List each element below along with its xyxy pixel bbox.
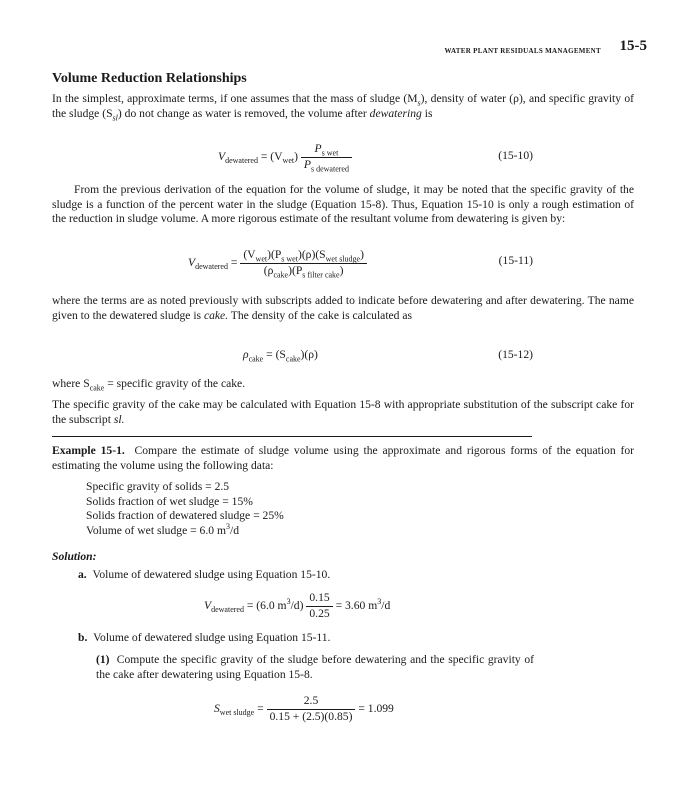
calca-mid-end: /d)	[290, 598, 304, 612]
intro-text-1: In the simplest, approximate terms, if one assumes that the mass of sludge (M	[52, 92, 418, 105]
eq1511-lhs-sub: dewatered	[195, 262, 228, 272]
example-data-item: Specific gravity of solids = 2.5	[86, 480, 230, 493]
where-text-b: = specific gravity of the cake.	[104, 377, 246, 390]
calc-a	[204, 591, 390, 621]
equation-number-15-10: (15-10)	[498, 149, 533, 162]
eq1511-fraction	[240, 248, 367, 278]
where-text-a: where S	[52, 377, 90, 390]
calcb-num: 2.5	[267, 694, 356, 710]
where-sub: cake	[89, 383, 105, 393]
eq1512-rhs-sub: cake	[285, 354, 301, 364]
calcb-equals: =	[254, 701, 267, 715]
solution-label: Solution:	[52, 550, 97, 563]
calcb-lhs: S	[214, 701, 220, 715]
eq1511-den-sub2: s filter cake	[302, 269, 340, 279]
example-data-item	[86, 521, 284, 539]
eq1510-den-sub: s dewatered	[310, 163, 349, 173]
calca-num: 0.15	[306, 591, 332, 607]
para3-italic-cake: cake.	[203, 308, 229, 322]
example-divider	[52, 436, 532, 437]
eq1511-num-sub2: s wet	[281, 254, 298, 264]
eq1511-den-mid: )(P	[288, 263, 303, 277]
eq1510-num: P	[314, 142, 322, 155]
para3-text-b: The density of the cake is calculated as	[228, 308, 413, 322]
eq1511-num-sub3: wet sludge	[325, 254, 361, 264]
intro-text-4: is	[421, 106, 433, 120]
calca-den: 0.25	[309, 606, 330, 620]
running-header-title: WATER PLANT RESIDUALS MANAGEMENT	[444, 47, 601, 55]
calca-lhs-sub: dewatered	[211, 605, 244, 615]
section-title: Volume Reduction Relationships	[52, 71, 247, 86]
eq1510-mid-sub: wet	[282, 156, 295, 166]
example-intro	[52, 444, 634, 473]
para4-text-a: The specific gravity of the cake may be calculated with Equation 15-8 with appropriate substitution of the subscript cake for the subscript	[52, 398, 634, 426]
eq1511-num: (V	[243, 248, 256, 261]
calca-mid: = (6.0 m	[243, 598, 287, 612]
paragraph-4	[52, 398, 634, 427]
step-b-text: Volume of dewatered sludge using Equation 15-11.	[93, 631, 331, 644]
eq1511-den: (ρ	[263, 263, 274, 277]
equation-15-12	[243, 348, 318, 363]
example-data-item: Solids fraction of dewatered sludge = 25%	[86, 509, 284, 523]
substep-1-text: Compute the specific gravity of the sludge before dewatering and the specific gravity of the cake after dewatering using Equation 15-8.	[96, 653, 534, 681]
example-data-item: Solids fraction of wet sludge = 15%	[86, 494, 253, 508]
intro-sub-s: s	[417, 98, 421, 108]
volume-text-b: /d	[229, 523, 239, 537]
eq1510-fraction	[301, 142, 352, 172]
volume-text-a: Volume of wet sludge = 6.0 m	[86, 523, 226, 537]
equation-15-10	[218, 142, 352, 172]
paragraph-3	[52, 294, 634, 323]
paragraph-2: From the previous derivation of the equation for the volume of sludge, it may be noted that the specific gravity of the sludge is a function of the percent water in the sludge (Equation 15-8). Thus, Equation 15-10 is only a rough estimation of the reduction in sludge volume. A more rigorous estimate of the resultant volume from dewatering is given by:	[52, 183, 634, 226]
eq1512-lhs: ρ	[243, 348, 249, 361]
eq1511-equals: =	[227, 255, 241, 269]
eq1512-lhs-sub: cake	[248, 354, 264, 364]
step-a	[78, 568, 330, 583]
para4-italic-sl: sl.	[113, 412, 125, 426]
example-label: Example 15-1.	[52, 444, 125, 457]
volume-sup: 3	[225, 521, 230, 531]
eq1511-lhs: V	[188, 255, 196, 269]
calc-b	[214, 694, 394, 724]
step-a-text: Volume of dewatered sludge using Equation 15-10.	[92, 568, 331, 581]
calcb-lhs-sub: wet sludge	[219, 708, 255, 718]
calcb-result: = 1.099	[355, 701, 394, 715]
eq1512-rhs: = (S	[263, 348, 286, 361]
step-a-label: a.	[78, 568, 87, 581]
where-definition	[52, 377, 634, 392]
calca-fraction	[306, 591, 332, 621]
calca-mid-sup: 3	[286, 596, 291, 606]
calca-lhs: V	[204, 598, 212, 612]
eq1510-mid-close: )	[294, 149, 298, 163]
page-number: 15-5	[619, 38, 647, 54]
step-b	[78, 631, 330, 646]
eq1511-num-sub1: wet	[255, 254, 268, 264]
step-b-label: b.	[78, 631, 88, 644]
calcb-den: 0.15 + (2.5)(0.85)	[269, 709, 353, 723]
substep-1	[96, 653, 534, 682]
intro-text-3: ) do not change as water is removed, the volume after	[117, 106, 370, 120]
eq1511-num-mid: )(P	[267, 248, 282, 261]
equation-number-15-11: (15-11)	[498, 254, 533, 267]
substep-1-label: (1)	[96, 653, 110, 666]
equation-number-15-12: (15-12)	[498, 348, 533, 361]
calcb-fraction	[267, 694, 356, 724]
eq1510-den: P	[303, 157, 311, 171]
eq1511-num-mid2: )(ρ)(S	[297, 248, 326, 261]
calca-result-sup: 3	[377, 596, 382, 606]
example-data-list	[86, 480, 284, 538]
intro-sub-sl: sl	[112, 112, 118, 122]
eq1511-num-end: )	[360, 248, 364, 261]
intro-italic-dewatering: dewatering	[369, 106, 422, 120]
example-text: Compare the estimate of sludge volume using the approximate and rigorous forms of the equation for estimating the volume using the following data:	[52, 444, 634, 472]
para3-text-a: where the terms are as noted previously with subscripts added to indicate before dewatering and after dewatering. The name given to the dewatered sludge is	[52, 294, 634, 322]
calca-result: = 3.60 m	[332, 598, 378, 612]
eq1510-mid: = (V	[257, 149, 283, 163]
eq1512-rhs-end: )(ρ)	[300, 348, 318, 361]
eq1510-lhs-sub: dewatered	[225, 156, 258, 166]
eq1510-num-sub: s wet	[321, 148, 339, 158]
eq1511-den-end: )	[339, 263, 344, 277]
eq1511-den-sub1: cake	[273, 269, 289, 279]
equation-15-11	[188, 248, 367, 278]
calca-result-end: /d	[381, 598, 391, 612]
intro-text-2: ), density of water (ρ), and specific gravity of the sludge (S	[52, 92, 634, 120]
eq1510-lhs: V	[218, 149, 226, 163]
intro-paragraph	[52, 92, 634, 121]
